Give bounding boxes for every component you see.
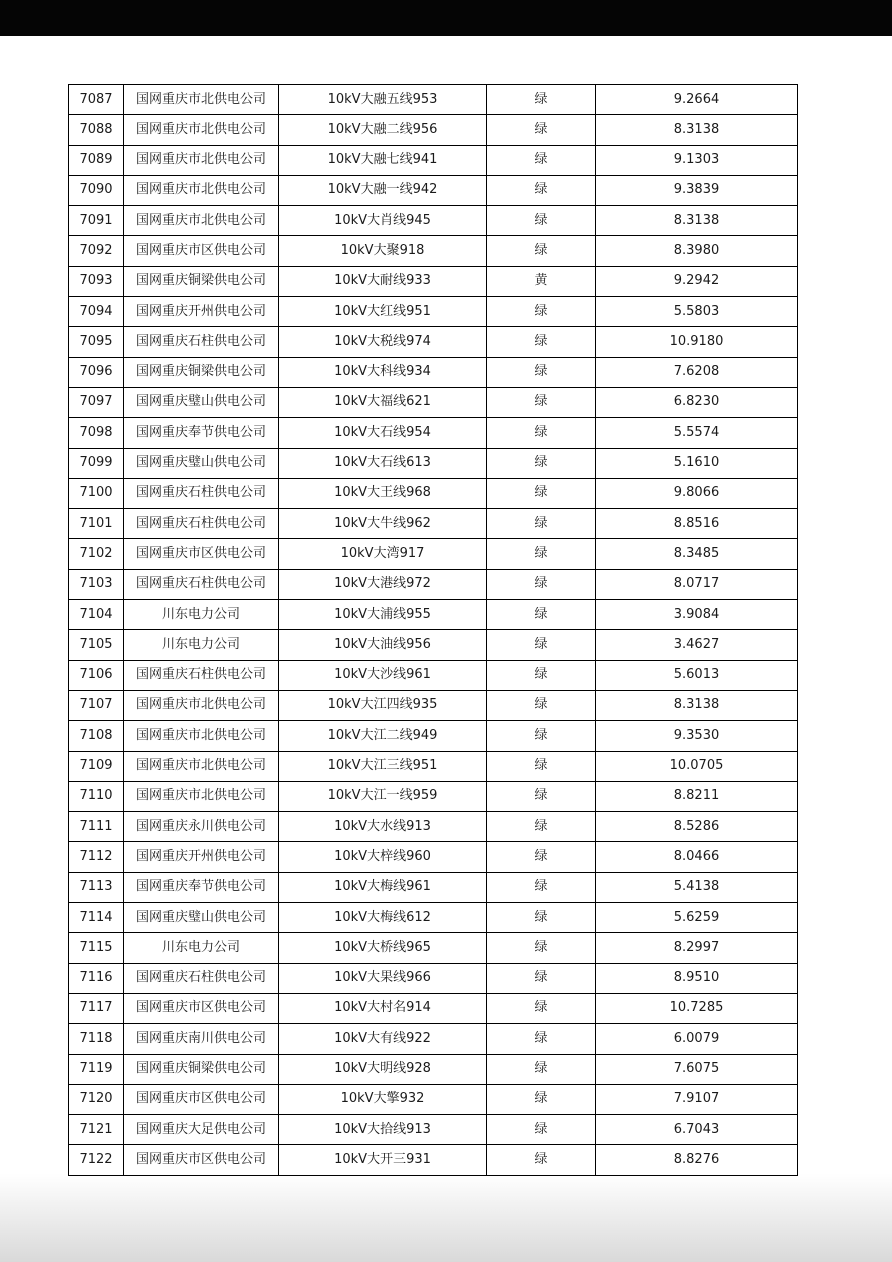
line-name-cell: 10kV大油线956 xyxy=(279,630,487,660)
status-cell: 绿 xyxy=(487,539,596,569)
row-id-cell: 7090 xyxy=(69,175,124,205)
row-id-cell: 7108 xyxy=(69,721,124,751)
company-cell: 国网重庆市区供电公司 xyxy=(124,993,279,1023)
table-row xyxy=(69,206,798,236)
status-cell: 绿 xyxy=(487,660,596,690)
line-name-cell: 10kV大港线972 xyxy=(279,569,487,599)
line-name-cell: 10kV大耐线933 xyxy=(279,266,487,296)
row-id-cell: 7111 xyxy=(69,812,124,842)
value-cell: 8.8276 xyxy=(596,1145,798,1175)
value-cell: 3.9084 xyxy=(596,600,798,630)
row-id-cell: 7099 xyxy=(69,448,124,478)
table-row xyxy=(69,448,798,478)
table-row xyxy=(69,812,798,842)
status-cell: 绿 xyxy=(487,1145,596,1175)
status-cell: 绿 xyxy=(487,236,596,266)
table-row xyxy=(69,600,798,630)
line-name-cell: 10kV大桥线965 xyxy=(279,933,487,963)
table-row xyxy=(69,327,798,357)
value-cell: 10.9180 xyxy=(596,327,798,357)
table-row xyxy=(69,993,798,1023)
status-cell: 绿 xyxy=(487,812,596,842)
value-cell: 9.3530 xyxy=(596,721,798,751)
line-name-cell: 10kV大融一线942 xyxy=(279,175,487,205)
value-cell: 6.8230 xyxy=(596,387,798,417)
line-name-cell: 10kV大有线922 xyxy=(279,1024,487,1054)
table-row xyxy=(69,266,798,296)
status-cell: 绿 xyxy=(487,963,596,993)
status-cell: 绿 xyxy=(487,993,596,1023)
status-cell: 绿 xyxy=(487,690,596,720)
row-id-cell: 7122 xyxy=(69,1145,124,1175)
value-cell: 5.5574 xyxy=(596,418,798,448)
table-row xyxy=(69,690,798,720)
line-name-cell: 10kV大果线966 xyxy=(279,963,487,993)
status-cell: 绿 xyxy=(487,509,596,539)
row-id-cell: 7103 xyxy=(69,569,124,599)
table-row xyxy=(69,418,798,448)
company-cell: 川东电力公司 xyxy=(124,933,279,963)
line-name-cell: 10kV大税线974 xyxy=(279,327,487,357)
row-id-cell: 7116 xyxy=(69,963,124,993)
row-id-cell: 7093 xyxy=(69,266,124,296)
company-cell: 国网重庆璧山供电公司 xyxy=(124,903,279,933)
line-name-cell: 10kV大村名914 xyxy=(279,993,487,1023)
line-name-cell: 10kV大王线968 xyxy=(279,478,487,508)
status-cell: 绿 xyxy=(487,145,596,175)
line-name-cell: 10kV大融二线956 xyxy=(279,115,487,145)
value-cell: 8.3138 xyxy=(596,206,798,236)
row-id-cell: 7095 xyxy=(69,327,124,357)
company-cell: 国网重庆铜梁供电公司 xyxy=(124,266,279,296)
company-cell: 国网重庆市北供电公司 xyxy=(124,145,279,175)
line-name-cell: 10kV大江四线935 xyxy=(279,690,487,720)
line-name-cell: 10kV大融五线953 xyxy=(279,85,487,115)
row-id-cell: 7089 xyxy=(69,145,124,175)
table-row xyxy=(69,872,798,902)
row-id-cell: 7094 xyxy=(69,297,124,327)
status-cell: 绿 xyxy=(487,600,596,630)
line-name-cell: 10kV大拾线913 xyxy=(279,1115,487,1145)
company-cell: 国网重庆璧山供电公司 xyxy=(124,448,279,478)
table-row xyxy=(69,1084,798,1114)
table-row xyxy=(69,509,798,539)
table-row xyxy=(69,539,798,569)
row-id-cell: 7091 xyxy=(69,206,124,236)
line-name-cell: 10kV大梓线960 xyxy=(279,842,487,872)
table-row xyxy=(69,236,798,266)
company-cell: 国网重庆大足供电公司 xyxy=(124,1115,279,1145)
company-cell: 国网重庆市北供电公司 xyxy=(124,690,279,720)
company-cell: 国网重庆市区供电公司 xyxy=(124,539,279,569)
row-id-cell: 7115 xyxy=(69,933,124,963)
company-cell: 国网重庆奉节供电公司 xyxy=(124,418,279,448)
row-id-cell: 7100 xyxy=(69,478,124,508)
row-id-cell: 7087 xyxy=(69,85,124,115)
status-cell: 绿 xyxy=(487,478,596,508)
company-cell: 国网重庆璧山供电公司 xyxy=(124,387,279,417)
company-cell: 国网重庆奉节供电公司 xyxy=(124,872,279,902)
line-name-cell: 10kV大水线913 xyxy=(279,812,487,842)
line-name-cell: 10kV大开三931 xyxy=(279,1145,487,1175)
table-row xyxy=(69,357,798,387)
table-row xyxy=(69,781,798,811)
table-row xyxy=(69,963,798,993)
status-cell: 绿 xyxy=(487,1115,596,1145)
value-cell: 6.0079 xyxy=(596,1024,798,1054)
table-row xyxy=(69,660,798,690)
row-id-cell: 7117 xyxy=(69,993,124,1023)
row-id-cell: 7113 xyxy=(69,872,124,902)
status-cell: 绿 xyxy=(487,751,596,781)
row-id-cell: 7114 xyxy=(69,903,124,933)
value-cell: 9.2664 xyxy=(596,85,798,115)
table-row xyxy=(69,842,798,872)
line-name-cell: 10kV大梅线612 xyxy=(279,903,487,933)
value-cell: 10.7285 xyxy=(596,993,798,1023)
status-cell: 绿 xyxy=(487,569,596,599)
data-table xyxy=(68,84,798,1176)
status-cell: 绿 xyxy=(487,1054,596,1084)
company-cell: 国网重庆市北供电公司 xyxy=(124,175,279,205)
status-cell: 绿 xyxy=(487,327,596,357)
table-row xyxy=(69,751,798,781)
value-cell: 8.9510 xyxy=(596,963,798,993)
value-cell: 7.6075 xyxy=(596,1054,798,1084)
status-cell: 绿 xyxy=(487,448,596,478)
table-row xyxy=(69,903,798,933)
value-cell: 8.0466 xyxy=(596,842,798,872)
company-cell: 国网重庆市北供电公司 xyxy=(124,206,279,236)
company-cell: 国网重庆市北供电公司 xyxy=(124,85,279,115)
status-cell: 绿 xyxy=(487,872,596,902)
status-cell: 绿 xyxy=(487,903,596,933)
company-cell: 国网重庆石柱供电公司 xyxy=(124,509,279,539)
table-row xyxy=(69,297,798,327)
row-id-cell: 7119 xyxy=(69,1054,124,1084)
status-cell: 黄 xyxy=(487,266,596,296)
table-row xyxy=(69,387,798,417)
line-name-cell: 10kV大明线928 xyxy=(279,1054,487,1084)
company-cell: 国网重庆永川供电公司 xyxy=(124,812,279,842)
row-id-cell: 7110 xyxy=(69,781,124,811)
company-cell: 国网重庆市北供电公司 xyxy=(124,721,279,751)
value-cell: 5.5803 xyxy=(596,297,798,327)
table-body xyxy=(69,85,798,1176)
value-cell: 8.0717 xyxy=(596,569,798,599)
company-cell: 国网重庆市区供电公司 xyxy=(124,1084,279,1114)
row-id-cell: 7092 xyxy=(69,236,124,266)
row-id-cell: 7104 xyxy=(69,600,124,630)
table-row xyxy=(69,175,798,205)
line-name-cell: 10kV大江二线949 xyxy=(279,721,487,751)
row-id-cell: 7109 xyxy=(69,751,124,781)
line-name-cell: 10kV大牛线962 xyxy=(279,509,487,539)
table-row xyxy=(69,115,798,145)
value-cell: 6.7043 xyxy=(596,1115,798,1145)
value-cell: 3.4627 xyxy=(596,630,798,660)
value-cell: 8.3138 xyxy=(596,115,798,145)
line-name-cell: 10kV大浦线955 xyxy=(279,600,487,630)
table-row xyxy=(69,145,798,175)
row-id-cell: 7118 xyxy=(69,1024,124,1054)
row-id-cell: 7096 xyxy=(69,357,124,387)
company-cell: 国网重庆铜梁供电公司 xyxy=(124,357,279,387)
row-id-cell: 7121 xyxy=(69,1115,124,1145)
table-row xyxy=(69,1115,798,1145)
value-cell: 9.3839 xyxy=(596,175,798,205)
company-cell: 国网重庆市区供电公司 xyxy=(124,236,279,266)
value-cell: 9.1303 xyxy=(596,145,798,175)
value-cell: 8.3138 xyxy=(596,690,798,720)
table-row xyxy=(69,569,798,599)
company-cell: 国网重庆石柱供电公司 xyxy=(124,963,279,993)
status-cell: 绿 xyxy=(487,175,596,205)
value-cell: 9.8066 xyxy=(596,478,798,508)
value-cell: 5.4138 xyxy=(596,872,798,902)
status-cell: 绿 xyxy=(487,206,596,236)
line-name-cell: 10kV大石线954 xyxy=(279,418,487,448)
line-name-cell: 10kV大沙线961 xyxy=(279,660,487,690)
row-id-cell: 7120 xyxy=(69,1084,124,1114)
company-cell: 国网重庆石柱供电公司 xyxy=(124,327,279,357)
row-id-cell: 7105 xyxy=(69,630,124,660)
status-cell: 绿 xyxy=(487,357,596,387)
status-cell: 绿 xyxy=(487,781,596,811)
company-cell: 国网重庆市区供电公司 xyxy=(124,1145,279,1175)
status-cell: 绿 xyxy=(487,1024,596,1054)
company-cell: 川东电力公司 xyxy=(124,630,279,660)
status-cell: 绿 xyxy=(487,1084,596,1114)
status-cell: 绿 xyxy=(487,387,596,417)
status-cell: 绿 xyxy=(487,933,596,963)
company-cell: 国网重庆市北供电公司 xyxy=(124,751,279,781)
company-cell: 国网重庆开州供电公司 xyxy=(124,842,279,872)
row-id-cell: 7101 xyxy=(69,509,124,539)
value-cell: 5.6259 xyxy=(596,903,798,933)
table-row xyxy=(69,721,798,751)
value-cell: 10.0705 xyxy=(596,751,798,781)
line-name-cell: 10kV大肖线945 xyxy=(279,206,487,236)
row-id-cell: 7097 xyxy=(69,387,124,417)
status-cell: 绿 xyxy=(487,842,596,872)
table-row xyxy=(69,1145,798,1175)
status-cell: 绿 xyxy=(487,418,596,448)
value-cell: 8.2997 xyxy=(596,933,798,963)
line-name-cell: 10kV大福线621 xyxy=(279,387,487,417)
status-cell: 绿 xyxy=(487,721,596,751)
table-row xyxy=(69,630,798,660)
row-id-cell: 7107 xyxy=(69,690,124,720)
company-cell: 国网重庆石柱供电公司 xyxy=(124,660,279,690)
line-name-cell: 10kV大聚918 xyxy=(279,236,487,266)
line-name-cell: 10kV大江一线959 xyxy=(279,781,487,811)
table-row xyxy=(69,933,798,963)
line-name-cell: 10kV大石线613 xyxy=(279,448,487,478)
document-table-area xyxy=(68,84,797,1176)
value-cell: 8.8516 xyxy=(596,509,798,539)
company-cell: 国网重庆石柱供电公司 xyxy=(124,569,279,599)
table-row xyxy=(69,85,798,115)
line-name-cell: 10kV大红线951 xyxy=(279,297,487,327)
table-row xyxy=(69,1054,798,1084)
value-cell: 8.3485 xyxy=(596,539,798,569)
row-id-cell: 7102 xyxy=(69,539,124,569)
line-name-cell: 10kV大梅线961 xyxy=(279,872,487,902)
company-cell: 国网重庆市北供电公司 xyxy=(124,115,279,145)
company-cell: 国网重庆开州供电公司 xyxy=(124,297,279,327)
company-cell: 国网重庆石柱供电公司 xyxy=(124,478,279,508)
company-cell: 国网重庆铜梁供电公司 xyxy=(124,1054,279,1084)
line-name-cell: 10kV大融七线941 xyxy=(279,145,487,175)
value-cell: 5.1610 xyxy=(596,448,798,478)
row-id-cell: 7106 xyxy=(69,660,124,690)
value-cell: 7.6208 xyxy=(596,357,798,387)
table-row xyxy=(69,1024,798,1054)
status-cell: 绿 xyxy=(487,297,596,327)
value-cell: 9.2942 xyxy=(596,266,798,296)
value-cell: 7.9107 xyxy=(596,1084,798,1114)
value-cell: 8.5286 xyxy=(596,812,798,842)
value-cell: 8.3980 xyxy=(596,236,798,266)
row-id-cell: 7088 xyxy=(69,115,124,145)
row-id-cell: 7098 xyxy=(69,418,124,448)
status-cell: 绿 xyxy=(487,115,596,145)
table-row xyxy=(69,478,798,508)
row-id-cell: 7112 xyxy=(69,842,124,872)
status-cell: 绿 xyxy=(487,630,596,660)
value-cell: 8.8211 xyxy=(596,781,798,811)
company-cell: 国网重庆市北供电公司 xyxy=(124,781,279,811)
line-name-cell: 10kV大科线934 xyxy=(279,357,487,387)
line-name-cell: 10kV大江三线951 xyxy=(279,751,487,781)
status-cell: 绿 xyxy=(487,85,596,115)
company-cell: 国网重庆南川供电公司 xyxy=(124,1024,279,1054)
top-black-bar xyxy=(0,0,892,36)
line-name-cell: 10kV大湾917 xyxy=(279,539,487,569)
company-cell: 川东电力公司 xyxy=(124,600,279,630)
line-name-cell: 10kV大擎932 xyxy=(279,1084,487,1114)
value-cell: 5.6013 xyxy=(596,660,798,690)
